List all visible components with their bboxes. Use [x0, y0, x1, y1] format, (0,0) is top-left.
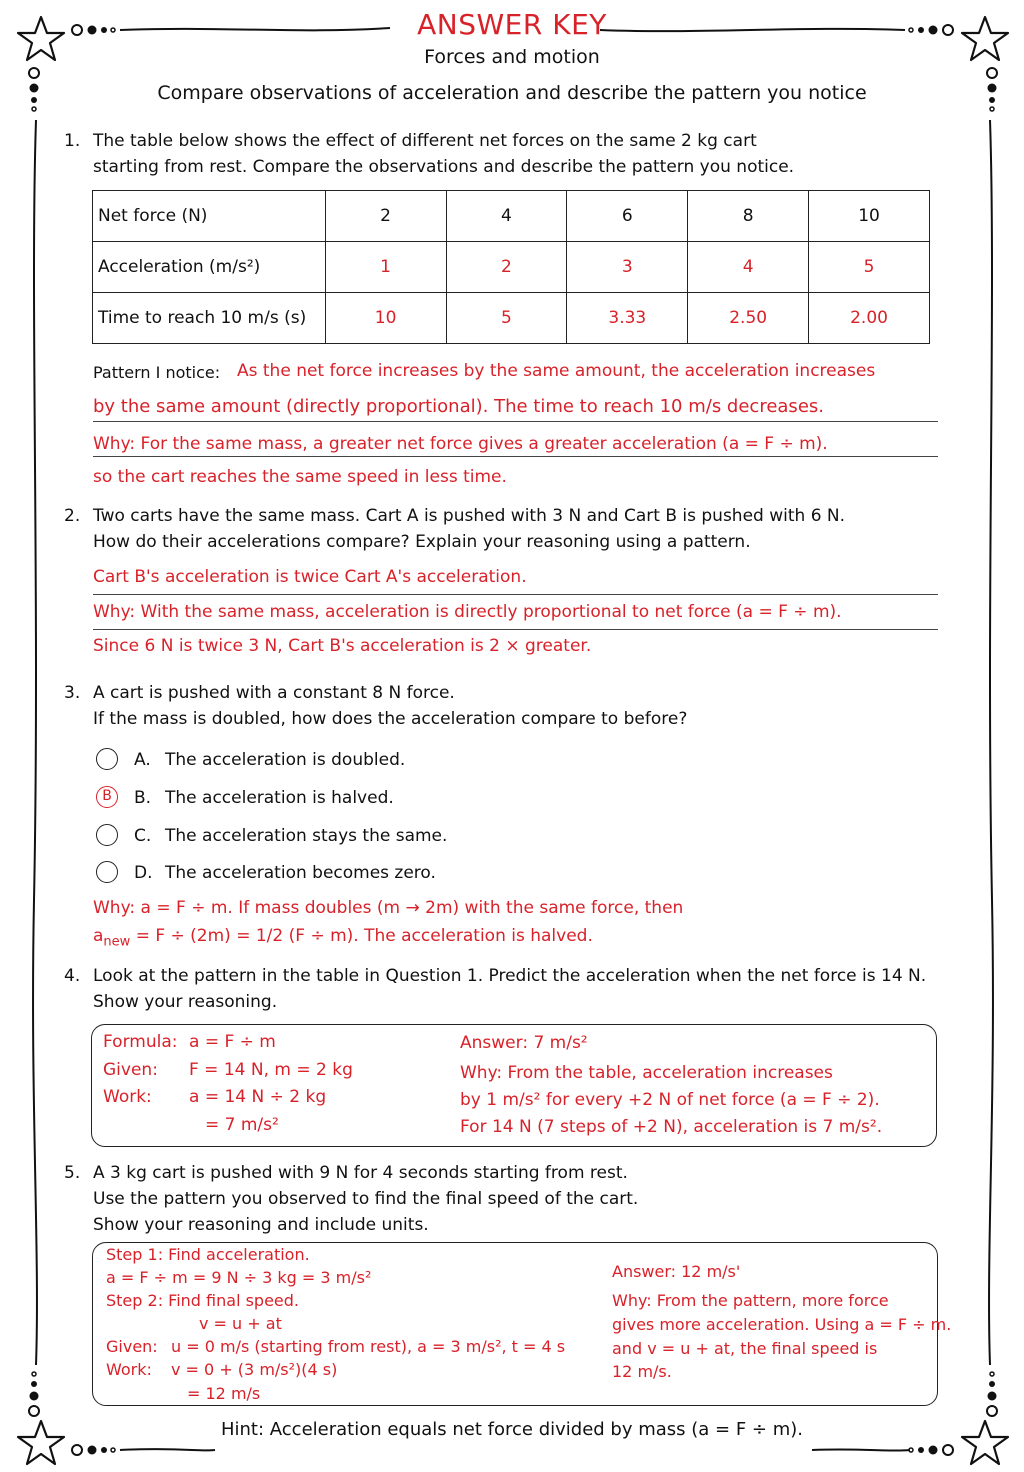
question-text: Show your reasoning.: [93, 992, 278, 1012]
question-text: starting from rest. Compare the observations and describe the pattern you notice.: [93, 157, 795, 177]
answer-text: Why: For the same mass, a greater net force gives a greater acceleration (a = F ÷ m).: [93, 434, 828, 454]
option-letter: C.: [134, 826, 152, 846]
table-cell: 2: [446, 242, 567, 293]
row-label: Acceleration (m/s²): [93, 242, 326, 293]
question-text: How do their accelerations compare? Explain your reasoning using a pattern.: [93, 532, 751, 552]
answer-text: gives more acceleration. Using a = F ÷ m.: [612, 1315, 952, 1334]
work-label: Work:: [103, 1087, 152, 1107]
question-number: 3.: [64, 683, 81, 703]
table-cell: 2: [325, 191, 446, 242]
option-text: The acceleration is doubled.: [165, 750, 406, 770]
work-label: Work:: [106, 1360, 152, 1379]
page-title: ANSWER KEY: [417, 8, 607, 41]
option-d-radio[interactable]: [96, 861, 118, 883]
question-number: 2.: [64, 506, 81, 526]
question-text: Two carts have the same mass. Cart A is pushed with 3 N and Cart B is pushed with 6 N.: [93, 506, 846, 526]
pattern-label: Pattern I notice:: [93, 363, 221, 382]
formula-text: a = F ÷ m: [189, 1032, 276, 1052]
table-cell: 3.33: [567, 293, 688, 344]
question-text: The table below shows the effect of different net forces on the same 2 kg cart: [93, 131, 757, 151]
work-text: a = 14 N ÷ 2 kg: [189, 1087, 327, 1107]
option-text: The acceleration becomes zero.: [165, 863, 436, 883]
page-subtitle: Forces and motion: [424, 46, 600, 68]
option-letter: B.: [134, 788, 152, 808]
answer-text: and v = u + at, the final speed is: [612, 1339, 878, 1358]
question-number: 5.: [64, 1163, 81, 1183]
answer-text: Cart B's acceleration is twice Cart A's acceleration.: [93, 567, 527, 587]
question-text: A 3 kg cart is pushed with 9 N for 4 seconds starting from rest.: [93, 1163, 628, 1183]
given-label: Given:: [103, 1060, 158, 1080]
answer-text: Answer: 12 m/s': [612, 1262, 741, 1281]
answer-text: As the net force increases by the same amount, the acceleration increases: [237, 361, 876, 381]
answer-text: by 1 m/s² for every +2 N of net force (a = F ÷ 2).: [460, 1090, 880, 1110]
answer-text: Why: a = F ÷ m. If mass doubles (m → 2m) with the same force, then: [93, 898, 684, 918]
given-text: F = 14 N, m = 2 kg: [189, 1060, 353, 1080]
table-cell: 4: [688, 242, 809, 293]
answer-text: so the cart reaches the same speed in less time.: [93, 467, 507, 487]
answer-text: Why: From the pattern, more force: [612, 1291, 889, 1310]
dots-icon: [26, 1368, 42, 1418]
option-a-radio[interactable]: [96, 748, 118, 770]
table-row: [93, 191, 930, 242]
table-cell: 5: [446, 293, 567, 344]
row-label: Net force (N): [93, 191, 326, 242]
dots-icon: [70, 1442, 120, 1458]
answer-text: by the same amount (directly proportional). The time to reach 10 m/s decreases.: [93, 396, 824, 417]
option-letter: A.: [134, 750, 151, 770]
table-cell: 10: [325, 293, 446, 344]
question-text: Show your reasoning and include units.: [93, 1215, 429, 1235]
formula-label: Formula:: [103, 1032, 178, 1052]
option-text: The acceleration stays the same.: [165, 826, 448, 846]
question-number: 4.: [64, 966, 81, 986]
option-c-radio[interactable]: [96, 824, 118, 846]
question-text: If the mass is doubled, how does the acceleration compare to before?: [93, 709, 688, 729]
answer-line: [93, 456, 938, 457]
formula-text: v = u + at: [199, 1314, 282, 1333]
question-text: Use the pattern you observed to find the final speed of the cart.: [93, 1189, 639, 1209]
data-table: [92, 190, 930, 344]
work-text: = 12 m/s: [187, 1384, 261, 1403]
option-text: The acceleration is halved.: [165, 788, 394, 808]
step-text: a = F ÷ m = 9 N ÷ 3 kg = 3 m/s²: [106, 1268, 372, 1287]
hint-text: Hint: Acceleration equals net force divided by mass (a = F ÷ m).: [220, 1419, 803, 1440]
work-text: = 7 m/s²: [205, 1115, 279, 1135]
table-cell: 2.00: [809, 293, 930, 344]
answer-text: Since 6 N is twice 3 N, Cart B's acceleration is 2 × greater.: [93, 636, 592, 656]
table-cell: 2.50: [688, 293, 809, 344]
answer-text: Why: From the table, acceleration increases: [460, 1063, 833, 1083]
answer-text: Why: With the same mass, acceleration is directly proportional to net force (a = F ÷ m).: [93, 602, 842, 622]
table-cell: 6: [567, 191, 688, 242]
table-cell: 3: [567, 242, 688, 293]
answer-line: [93, 421, 938, 422]
answer-line: [93, 594, 938, 595]
given-text: u = 0 m/s (starting from rest), a = 3 m/s², t = 4 s: [171, 1337, 566, 1356]
question-number: 1.: [64, 131, 81, 151]
option-b-radio-selected[interactable]: B: [96, 786, 118, 808]
step-text: Step 1: Find acceleration.: [106, 1245, 310, 1264]
given-label: Given:: [106, 1337, 158, 1356]
answer-text: 12 m/s.: [612, 1362, 672, 1381]
table-cell: 1: [325, 242, 446, 293]
table-row: [93, 293, 930, 344]
table-cell: 10: [809, 191, 930, 242]
table-cell: 4: [446, 191, 567, 242]
answer-line: [93, 629, 938, 630]
option-letter: D.: [134, 863, 153, 883]
question-text: Look at the pattern in the table in Question 1. Predict the acceleration when the net force is 14 N.: [93, 966, 927, 986]
step-text: Step 2: Find final speed.: [106, 1291, 300, 1310]
row-label: Time to reach 10 m/s (s): [93, 293, 326, 344]
answer-text: For 14 N (7 steps of +2 N), acceleration is 7 m/s².: [460, 1117, 883, 1137]
dots-icon: [905, 1442, 955, 1458]
table-row: [93, 242, 930, 293]
instructions: Compare observations of acceleration and describe the pattern you notice: [157, 82, 867, 104]
work-text: v = 0 + (3 m/s²)(4 s): [171, 1360, 338, 1379]
answer-text: $a_{new} = F \div (2m) = 1/2$ (F ÷ m). The acceleration is halved.: [93, 926, 593, 950]
table-cell: 8: [688, 191, 809, 242]
table-cell: 5: [809, 242, 930, 293]
question-text: A cart is pushed with a constant 8 N force.: [93, 683, 455, 703]
dots-icon: [984, 1368, 1000, 1418]
answer-text: Answer: 7 m/s²: [460, 1033, 588, 1053]
